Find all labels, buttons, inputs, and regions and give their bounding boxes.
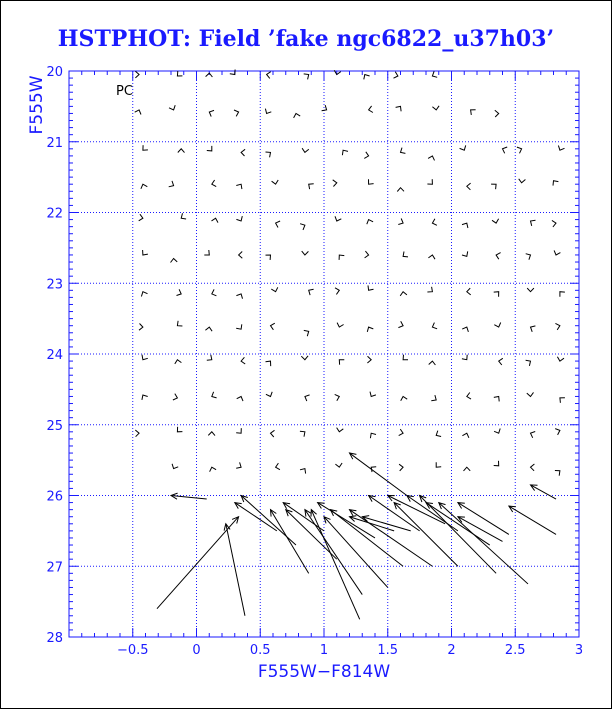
- residual-mark: [335, 288, 339, 295]
- residual-mark: [300, 431, 305, 436]
- residual-mark: [135, 71, 139, 78]
- residual-mark: [429, 361, 436, 365]
- residual-mark: [436, 462, 441, 467]
- residual-mark: [236, 294, 242, 299]
- x-tick-label: 0: [192, 643, 201, 658]
- residual-marks: [135, 70, 565, 476]
- residual-mark: [208, 432, 215, 436]
- residual-mark: [432, 219, 437, 226]
- residual-mark: [234, 110, 239, 116]
- residual-mark: [304, 74, 309, 80]
- residual-mark: [175, 360, 182, 364]
- residual-mark: [557, 357, 564, 361]
- vector-arrowhead: [305, 510, 311, 517]
- residual-mark: [139, 324, 143, 331]
- x-tick-label: 2.5: [504, 643, 526, 658]
- residual-mark: [309, 289, 314, 295]
- x-tick-label: 0.5: [249, 643, 271, 658]
- vector-arrowhead: [369, 496, 376, 502]
- residual-mark: [496, 253, 501, 260]
- residual-mark: [398, 219, 403, 225]
- residual-mark: [335, 394, 340, 400]
- residual-mark: [365, 251, 369, 258]
- residual-mark: [294, 114, 301, 118]
- residual-mark: [491, 184, 496, 189]
- residual-mark: [335, 216, 341, 221]
- residual-mark: [370, 433, 376, 438]
- residual-mark: [141, 184, 147, 189]
- residual-mark: [368, 285, 374, 290]
- vector-arrowhead: [350, 510, 357, 516]
- residual-mark: [531, 432, 536, 438]
- residual-mark: [428, 156, 434, 161]
- residual-mark: [205, 327, 212, 331]
- y-tick-label: 25: [46, 418, 63, 434]
- residual-mark: [178, 149, 185, 153]
- residual-mark: [464, 467, 471, 471]
- residual-mark: [309, 184, 314, 189]
- x-tick-label: 2: [447, 643, 456, 658]
- residual-mark: [527, 392, 534, 396]
- chip-annotation: PC: [116, 84, 133, 99]
- residual-mark: [403, 355, 408, 360]
- residual-mark: [236, 324, 242, 329]
- residual-mark: [432, 323, 437, 329]
- residual-mark: [177, 289, 182, 295]
- residual-mark: [495, 110, 499, 117]
- residual-mark: [237, 397, 243, 402]
- residual-mark: [558, 146, 564, 151]
- residual-mark: [300, 469, 306, 474]
- residual-mark: [302, 251, 309, 255]
- chart-title: HSTPHOT: Field ’fake ngc6822_u37h03’: [57, 26, 555, 52]
- y-tick-label: 21: [46, 135, 63, 151]
- residual-mark: [337, 428, 344, 432]
- residual-mark: [300, 224, 305, 230]
- residual-vector: [458, 503, 509, 535]
- residual-vector: [350, 510, 433, 567]
- residual-mark: [467, 288, 471, 295]
- residual-mark: [266, 392, 272, 397]
- residual-mark: [367, 356, 371, 363]
- residual-mark: [276, 463, 280, 470]
- residual-mark: [271, 323, 275, 330]
- residual-mark: [370, 392, 376, 397]
- residual-vector: [270, 510, 308, 574]
- residual-vector: [509, 506, 556, 534]
- residual-mark: [517, 147, 522, 153]
- residual-mark: [301, 356, 308, 360]
- residual-vector: [394, 503, 458, 567]
- residual-mark: [177, 321, 182, 326]
- y-tick-label: 27: [46, 560, 63, 576]
- y-tick-label: 26: [46, 489, 63, 505]
- residual-mark: [527, 288, 534, 292]
- residual-mark: [266, 255, 271, 260]
- x-tick-label: 1: [319, 643, 329, 658]
- residual-mark: [432, 71, 437, 77]
- residual-mark: [397, 188, 404, 192]
- residual-vector: [311, 510, 359, 620]
- residual-vector: [305, 510, 362, 595]
- residual-mark: [302, 148, 309, 152]
- residual-mark: [427, 179, 432, 184]
- residual-mark: [339, 255, 344, 260]
- residual-mark: [369, 179, 374, 184]
- residual-vector: [226, 524, 245, 616]
- residual-mark: [399, 429, 403, 436]
- vector-arrowhead: [407, 496, 414, 502]
- residual-mark: [462, 251, 468, 256]
- residual-mark: [460, 145, 466, 150]
- grid: [69, 71, 579, 637]
- residual-mark: [494, 397, 499, 402]
- y-tick-label: 23: [46, 277, 63, 293]
- residual-mark: [531, 464, 535, 471]
- tick-labels: [46, 65, 583, 658]
- residual-mark: [369, 106, 373, 113]
- residual-mark: [265, 109, 271, 114]
- residual-mark: [560, 398, 565, 403]
- residual-mark: [236, 428, 241, 433]
- residual-mark: [173, 394, 178, 400]
- residual-mark: [276, 221, 281, 228]
- residual-mark: [398, 321, 403, 327]
- residual-mark: [212, 218, 219, 222]
- residual-mark: [342, 150, 348, 155]
- residual-mark: [436, 431, 441, 437]
- residual-mark: [267, 72, 271, 79]
- residual-mark: [519, 179, 526, 183]
- residual-mark: [367, 220, 373, 225]
- residual-mark: [212, 180, 216, 187]
- residual-mark: [212, 289, 217, 295]
- residual-mark: [364, 75, 370, 80]
- y-tick-label: 24: [46, 348, 63, 363]
- residual-mark: [400, 292, 407, 296]
- vector-arrowhead: [283, 503, 290, 509]
- residual-mark: [172, 464, 178, 469]
- residual-mark: [207, 146, 212, 151]
- residual-mark: [428, 255, 435, 259]
- residual-mark: [531, 220, 536, 226]
- residual-vector: [286, 510, 337, 560]
- residual-mark: [266, 152, 271, 157]
- residual-mark: [462, 433, 469, 438]
- residual-mark: [467, 393, 471, 400]
- residual-mark: [177, 71, 182, 76]
- residual-mark: [239, 252, 243, 259]
- y-tick-label: 22: [46, 206, 63, 222]
- residual-mark: [143, 145, 148, 150]
- residual-mark: [139, 214, 143, 221]
- residual-mark: [135, 110, 141, 115]
- residual-vectors: [157, 453, 556, 619]
- residual-mark: [394, 72, 398, 79]
- residual-mark: [432, 106, 439, 110]
- vector-arrowhead: [458, 503, 465, 509]
- residual-mark: [142, 395, 148, 400]
- residual-mark: [171, 259, 178, 263]
- residual-mark: [431, 395, 436, 401]
- residual-mark: [206, 73, 213, 77]
- residual-mark: [494, 429, 500, 434]
- y-axis-label: F555W: [27, 75, 47, 135]
- residual-mark: [503, 147, 508, 153]
- residual-vector: [350, 453, 407, 495]
- vector-arrowhead: [271, 510, 277, 517]
- residual-mark: [526, 254, 531, 260]
- residual-mark: [236, 184, 242, 189]
- residual-mark: [207, 355, 212, 360]
- residual-mark: [526, 360, 531, 366]
- residual-vector: [420, 496, 497, 574]
- residual-mark: [555, 471, 560, 476]
- residual-mark: [141, 292, 147, 297]
- residual-mark: [492, 219, 499, 223]
- residual-mark: [143, 250, 148, 255]
- vector-arrowhead: [235, 503, 242, 509]
- residual-vector: [531, 485, 557, 499]
- residual-mark: [499, 358, 503, 365]
- residual-mark: [337, 323, 344, 328]
- residual-vector: [426, 503, 490, 545]
- residual-mark: [401, 148, 406, 154]
- residual-mark: [210, 467, 217, 472]
- residual-mark: [462, 355, 467, 360]
- residual-mark: [212, 392, 217, 398]
- residual-mark: [271, 287, 278, 291]
- residual-mark: [555, 323, 560, 330]
- residual-mark: [339, 360, 344, 365]
- residual-mark: [494, 461, 499, 466]
- residual-mark: [462, 223, 468, 228]
- residual-mark: [471, 110, 476, 115]
- residual-mark: [135, 430, 139, 437]
- residual-mark: [209, 110, 214, 116]
- residual-mark: [399, 464, 403, 471]
- residual-mark: [236, 216, 242, 221]
- residual-mark: [364, 152, 368, 159]
- residual-mark: [396, 106, 402, 111]
- y-tick-label: 20: [46, 65, 63, 80]
- residual-mark: [333, 180, 337, 187]
- residual-mark: [169, 181, 174, 187]
- residual-mark: [181, 213, 186, 219]
- residual-mark: [531, 326, 536, 332]
- residual-vector: [458, 517, 503, 542]
- vector-arrowhead: [318, 503, 325, 509]
- x-tick-label: −0.5: [116, 643, 149, 658]
- x-axis-label: F555W−F814W: [257, 662, 391, 682]
- residual-mark: [236, 462, 241, 468]
- residual-mark: [553, 181, 558, 186]
- residual-vector: [439, 503, 528, 584]
- residual-mark: [552, 220, 556, 227]
- residual-mark: [401, 397, 408, 401]
- residual-mark: [335, 463, 342, 467]
- residual-mark: [272, 180, 279, 184]
- residual-mark: [427, 287, 432, 292]
- residual-mark: [467, 183, 471, 190]
- residual-mark: [560, 292, 565, 297]
- residual-vector: [157, 517, 239, 609]
- residual-mark: [241, 357, 245, 364]
- y-tick-label: 28: [46, 631, 63, 646]
- residual-mark: [271, 430, 275, 437]
- residual-mark: [494, 292, 499, 297]
- residual-mark: [403, 252, 408, 257]
- residual-mark: [462, 327, 468, 332]
- x-tick-label: 1.5: [377, 643, 399, 658]
- residual-mark: [554, 250, 560, 255]
- residual-vector: [235, 503, 277, 531]
- residual-mark: [555, 429, 560, 435]
- residual-mark: [304, 330, 309, 336]
- residual-mark: [169, 105, 175, 110]
- residual-mark: [305, 395, 310, 401]
- x-tick-label: 3: [574, 643, 584, 658]
- residual-mark: [241, 149, 245, 156]
- residual-mark: [494, 323, 500, 328]
- residual-mark: [204, 250, 209, 255]
- residual-mark: [266, 361, 271, 366]
- residual-mark: [367, 327, 373, 332]
- residual-mark: [177, 427, 182, 432]
- residual-mark: [142, 355, 148, 360]
